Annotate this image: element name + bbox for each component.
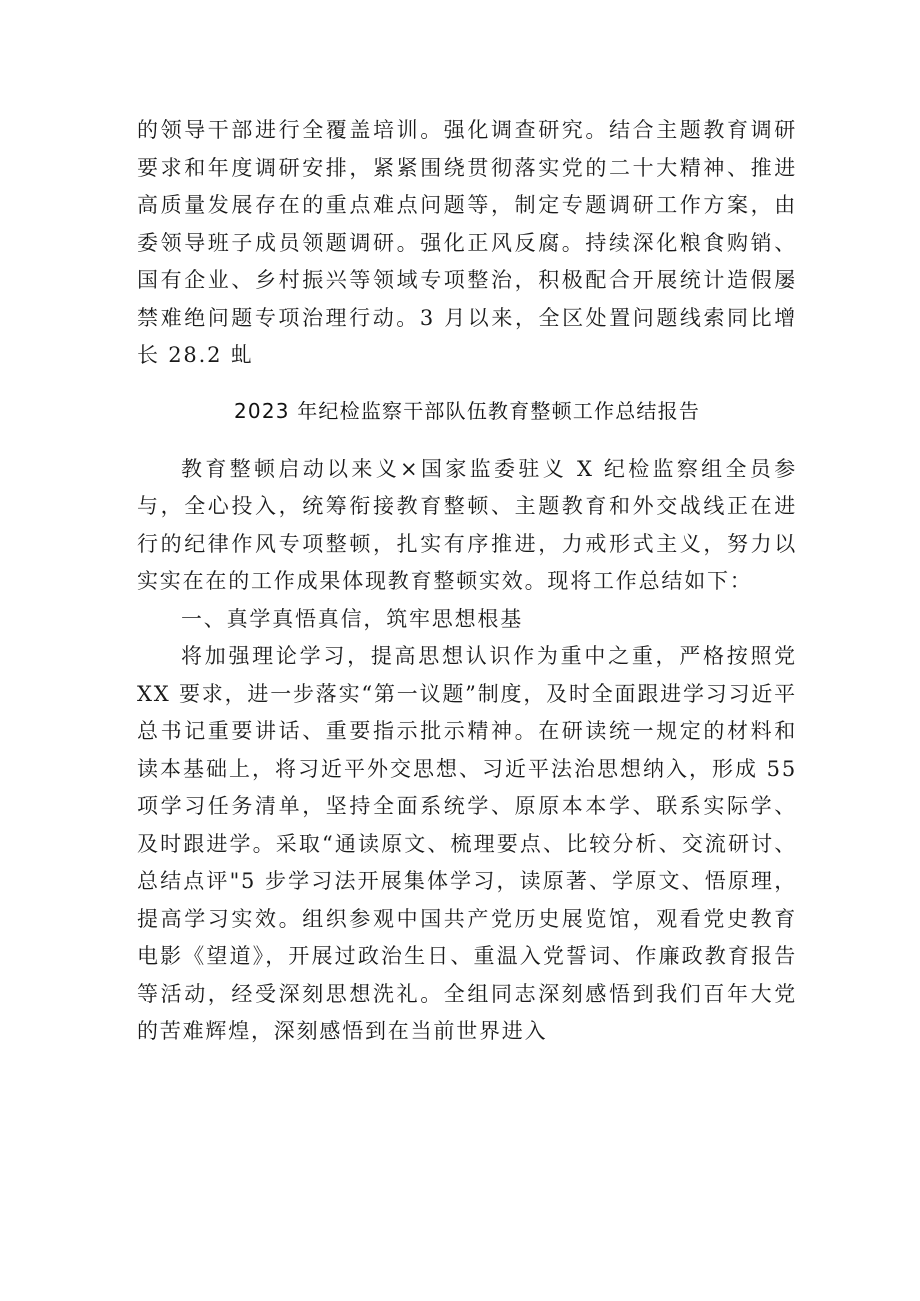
lead-paragraph: 的领导干部进行全覆盖培训。强化调查研究。结合主题教育调研要求和年度调研安排，紧紧围绕贯彻落实党的二十大精神、推进高质量发展存在的重点难点问题等，制定专题调研工作方案，由委领导班子成员领题调研。强化正风反腐。持续深化粮食购销、国有企业、乡村振兴等领域专项整治，积极配合开展统计造假屡禁难绝问题专项治理行动。3 月以来，全区处置问题线索同比增长 28.2 虬	[137, 118, 797, 367]
document-title: 2023 年纪检监察干部队伍教育整顿工作总结报告	[233, 398, 701, 423]
section-heading: 一、真学真悟真信，筑牢思想根基	[181, 606, 523, 631]
section-paragraph: 将加强理论学习，提高思想认识作为重中之重，严格按照党 XX 要求，进一步落实“第一议题”制度，及时全面跟进学习习近平总书记重要讲话、重要指示批示精神。在研读统一规定的材料和读本基础上，将习近平外交思想、习近平法治思想纳入，形成 55 项学习任务清单，坚持全面系统学、原原本本学、联系实际学、及时跟进学。采取“通读原文、梳理要点、比较分析、交流研讨、总结点评"5 步学习法开展集体学习，读原著、学原文、悟原理，提高学习实效。组织参观中国共产党历史展览馆，观看党史教育电影《望道》，开展过政治生日、重温入党誓词、作廉政教育报告等活动，经受深刻思想洗礼。全组同志深刻感悟到我们百年大党的苦难辉煌，深刻感悟到在当前世界进入	[137, 644, 797, 1043]
intro-paragraph: 教育整顿启动以来义×国家监委驻义 X 纪检监察组全员参与，全心投入，统筹衔接教育整顿、主题教育和外交战线正在进行的纪律作风专项整顿，扎实有序推进，力戒形式主义，努力以实实在在的工作成果体现教育整顿实效。现将工作总结如下：	[137, 456, 797, 593]
document-body	[137, 112, 797, 1051]
